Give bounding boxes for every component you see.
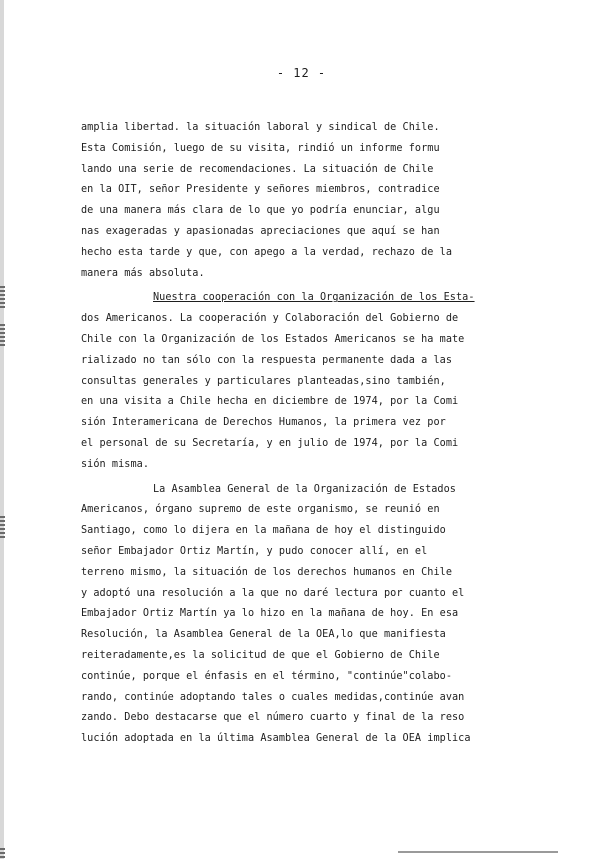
text-line: Esta Comisión, luego de su visita, rindió un informe formu: [81, 142, 440, 154]
text-line: reiteradamente,es la solicitud de que el Gobierno de Chile: [81, 649, 440, 661]
text-line: nas exageradas y apasionadas apreciaciones que aquí se han: [81, 225, 440, 237]
text-line: en la OIT, señor Presidente y señores miembros, contradice: [81, 184, 440, 196]
text-line: dos Americanos. La cooperación y Colaboración del Gobierno de: [81, 313, 459, 325]
text-line: Embajador Ortiz Martín ya lo hizo en la mañana de hoy. En esa: [81, 608, 459, 620]
text-line: amplia libertad. la situación laboral y sindical de Chile.: [81, 122, 440, 133]
text-line: en una visita a Chile hecha en diciembre de 1974, por la Comi: [81, 396, 459, 408]
punch-mark: [0, 516, 5, 538]
text-line: zando. Debo destacarse que el número cuarto y final de la reso: [81, 712, 465, 724]
text-line: lando una serie de recomendaciones. La situación de Chile: [81, 163, 434, 175]
text-line: manera más absoluta.: [81, 267, 205, 279]
body-text: [81, 118, 551, 750]
punch-mark: [0, 324, 5, 346]
text-line: terreno mismo, la situación de los derechos humanos en Chile: [81, 566, 453, 578]
scan-edge-bottom: [398, 851, 558, 853]
text-line: lución adoptada en la última Asamblea General de la OEA implica: [81, 733, 471, 745]
text-line: La Asamblea General de la Organización de Estados: [153, 483, 456, 495]
text-line: Resolución, la Asamblea General de la OEA,lo que manifiesta: [81, 629, 446, 641]
text-line: rando, continúe adoptando tales o cuales medidas,continúe avan: [81, 691, 465, 703]
punch-mark: [0, 286, 5, 308]
punch-mark: [0, 848, 5, 859]
text-line: rializado no tan sólo con la respuesta permanente dada a las: [81, 354, 453, 366]
text-line: continúe, porque el énfasis en el término, "continúe"colabo-: [81, 670, 453, 682]
text-line: señor Embajador Ortiz Martín, y pudo conocer allí, en el: [81, 545, 428, 557]
scan-edge-left: [0, 0, 4, 859]
text-line: consultas generales y particulares planteadas,sino también,: [81, 375, 446, 387]
text-line: sión Interamericana de Derechos Humanos, la primera vez por: [81, 417, 446, 429]
text-line: Chile con la Organización de los Estados Americanos se ha mate: [81, 333, 465, 345]
text-line: Americanos, órgano supremo de este organismo, se reunió en: [81, 504, 440, 516]
text-line: el personal de su Secretaría, y en julio de 1974, por la Comi: [81, 437, 459, 449]
text-line: hecho esta tarde y que, con apego a la verdad, rechazo de la: [81, 246, 453, 258]
text-line: y adoptó una resolución a la que no daré lectura por cuanto el: [81, 587, 465, 599]
page-number: - 12 -: [276, 66, 327, 80]
text-line: Santiago, como lo dijera en la mañana de hoy el distinguido: [81, 525, 446, 537]
text-line: de una manera más clara de lo que yo podría enunciar, algu: [81, 205, 440, 217]
text-line: sión misma.: [81, 458, 150, 470]
section-heading-line: Nuestra cooperación con la Organización de los Esta-: [153, 292, 475, 304]
